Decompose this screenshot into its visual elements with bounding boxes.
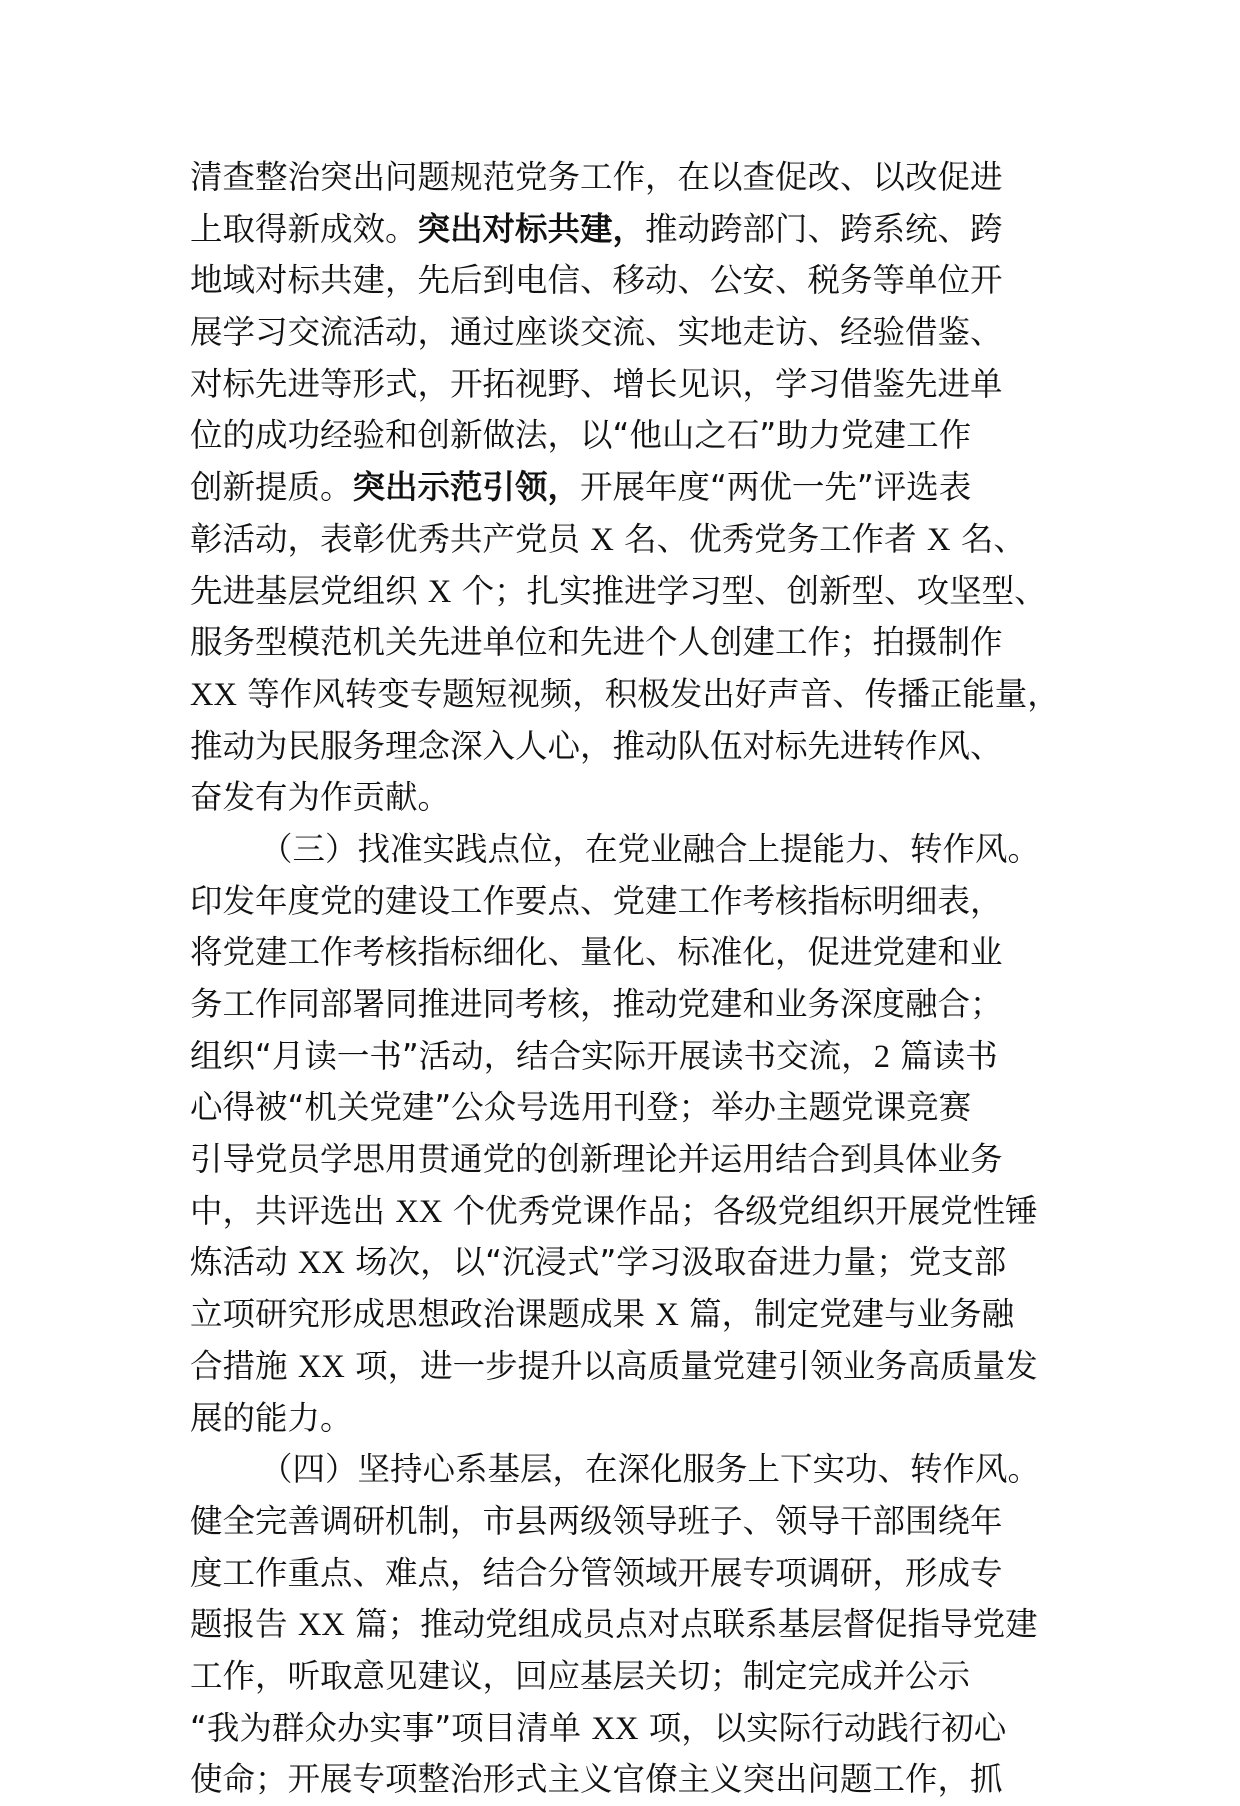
paragraph-heading-line (190, 1444, 1066, 1496)
text-line (190, 1341, 1066, 1393)
text-run: XX (297, 1348, 345, 1385)
document-body (190, 152, 1066, 1806)
text-run: 服务型模范机关先进单位和先进个人创建工作；拍摄制作 (190, 623, 1003, 662)
text-line (190, 566, 1066, 618)
text-run: X (590, 521, 614, 558)
text-run: XX (297, 1607, 345, 1644)
text-line (190, 979, 1066, 1031)
text-run: （三）找准实践点位，在党业融合上提能力、转作风。 (260, 829, 1041, 868)
text-line (190, 927, 1066, 979)
text-line (190, 1393, 1066, 1445)
text-run: 项，进一步提升以高质量党建引领业务高质量发 (344, 1346, 1038, 1385)
text-run: 健全完善调研机制，市县两级领导班子、领导干部围绕年 (190, 1501, 1003, 1540)
text-run: 名、 (950, 519, 1026, 558)
text-run: 工作，听取意见建议，回应基层关切；制定完成并公示 (190, 1656, 971, 1695)
text-run: 等作风转变专题短视频，积极发出好声音、传播正能量， (236, 674, 1060, 713)
text-run: 将党建工作考核指标细化、量化、标准化，促进党建和业 (190, 933, 1003, 972)
text-run: 清查整治突出问题规范党务工作，在以查促改、以改促进 (190, 158, 1003, 196)
text-run: 中，共评选出 (190, 1191, 396, 1230)
text-run: 个；扎实推进学习型、创新型、攻坚型、 (451, 571, 1047, 610)
text-run: 上取得新成效。 (190, 209, 418, 248)
text-line (190, 1237, 1066, 1289)
text-run: 创新提质。 (190, 468, 353, 507)
text-run: 立项研究形成思想政治课题成果 (190, 1295, 656, 1334)
text-run: 推动跨部门、跨系统、跨 (645, 209, 1003, 248)
text-run: 组织“月读一书”活动，结合实际开展读书交流， (190, 1036, 874, 1075)
text-line (190, 1548, 1066, 1600)
text-run: X (655, 1297, 679, 1334)
text-line (190, 1496, 1066, 1548)
text-line (190, 152, 1066, 204)
text-line (190, 1289, 1066, 1341)
text-run: 炼活动 (190, 1243, 298, 1282)
text-run: 合措施 (190, 1346, 298, 1385)
text-line (190, 669, 1066, 721)
text-run: XX (591, 1710, 639, 1747)
text-run: X (427, 573, 452, 610)
text-run: 场次，以“沉浸式”学习汲取奋进力量；党支部 (344, 1243, 1007, 1282)
text-run: 2 (873, 1038, 890, 1075)
text-run: 务工作同部署同推进同考核，推动党建和业务深度融合； (190, 985, 1003, 1023)
text-run: 印发年度党的建设工作要点、党建工作考核指标明细表， (190, 881, 1003, 920)
bold-lead-phrase: 突出对标共建， (417, 209, 646, 248)
text-line (190, 359, 1066, 411)
text-run: 展学习交流活动，通过座谈交流、实地走访、经验借鉴、 (190, 313, 1003, 352)
text-line (190, 462, 1066, 514)
paragraph-heading-line (190, 824, 1066, 876)
text-run: XX (395, 1193, 443, 1230)
text-run: 题报告 (190, 1605, 298, 1644)
text-run: 篇，制定党建与业务融 (678, 1295, 1015, 1334)
text-run: 奋发有为作贡献。 (190, 778, 451, 817)
text-run: 个优秀党课作品；各级党组织开展党性锤 (442, 1191, 1038, 1230)
text-line (190, 772, 1066, 824)
text-line (190, 255, 1066, 307)
text-line (190, 1703, 1066, 1755)
text-line (190, 876, 1066, 928)
bold-lead-phrase: 突出示范引领， (352, 468, 581, 507)
text-run: 度工作重点、难点，结合分管领域开展专项调研，形成专 (190, 1553, 1003, 1592)
text-run: XX (297, 1245, 345, 1282)
text-run: 引导党员学思用贯通党的创新理论并运用结合到具体业务 (190, 1140, 1003, 1179)
text-line (190, 514, 1066, 566)
text-run: 展的能力。 (190, 1398, 353, 1437)
text-line (190, 1186, 1066, 1238)
text-line (190, 1754, 1066, 1806)
text-run: 心得被“机关党建”公众号选用刊登；举办主题党课竞赛 (190, 1088, 972, 1127)
text-run: 地域对标共建，先后到电信、移动、公安、税务等单位开 (190, 261, 1003, 300)
text-run: 名、优秀党务工作者 (613, 519, 927, 558)
text-run: （四）坚持心系基层，在深化服务上下实功、转作风。 (260, 1450, 1041, 1489)
text-line (190, 204, 1066, 256)
text-run: 开展年度“两优一先”评选表 (580, 468, 972, 507)
text-run: 项，以实际行动践行初心 (638, 1708, 1007, 1747)
text-run: 使命；开展专项整治形式主义官僚主义突出问题工作，抓 (190, 1760, 1003, 1799)
text-line (190, 1031, 1066, 1083)
text-line (190, 1134, 1066, 1186)
text-line (190, 1082, 1066, 1134)
text-run: 推动为民服务理念深入人心，推动队伍对标先进转作风、 (190, 726, 1003, 765)
text-run: X (927, 521, 951, 558)
text-line (190, 617, 1066, 669)
text-line (190, 1599, 1066, 1651)
text-run: 对标先进等形式，开拓视野、增长见识，学习借鉴先进单 (190, 364, 1003, 403)
text-line (190, 410, 1066, 462)
text-line (190, 721, 1066, 773)
text-run: 位的成功经验和创新做法，以“他山之石”助力党建工作 (190, 416, 972, 455)
text-run: 篇；推动党组成员点对点联系基层督促指导党建 (344, 1605, 1038, 1644)
text-line (190, 1651, 1066, 1703)
text-line (190, 307, 1066, 359)
text-run: 彰活动，表彰优秀共产党员 (190, 519, 591, 558)
text-run: XX (190, 676, 237, 713)
text-run: “我为群众办实事”项目清单 (190, 1708, 592, 1747)
text-run: 先进基层党组织 (190, 571, 428, 610)
text-run: 篇读书 (889, 1036, 998, 1075)
